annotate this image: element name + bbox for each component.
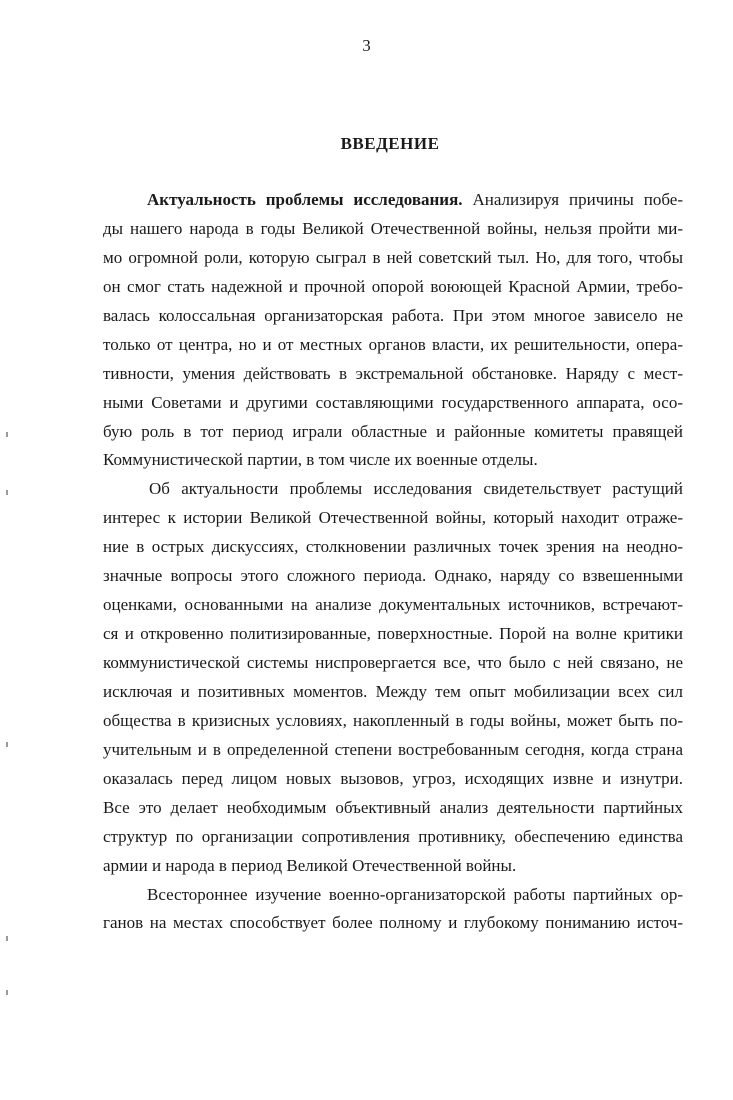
paragraph-2-line: ся и откровенно политизированные, поверхностные. Порой на волне критики [103, 624, 683, 644]
section-heading: ВВЕДЕНИЕ [340, 134, 440, 153]
paragraph-2-line: Об актуальности проблемы исследования свидетельствует растущий [149, 479, 683, 499]
paragraph-1-lead: Актуальность проблемы исследования. [147, 190, 463, 209]
paragraph-2-line: оказалась перед лицом новых вызовов, угроз, исходящих извне и изнутри. [103, 768, 683, 788]
paragraph-2-line: армии и народа в период Великой Отечественной войны. [103, 855, 517, 875]
paragraph-1-line: Коммунистической партии, в том числе их военные отделы. [103, 450, 538, 470]
page-number: 3 [362, 36, 371, 55]
scan-margin-mark [6, 490, 8, 495]
paragraph-3-line: ганов на местах способствует более полному и глубокому пониманию источ- [103, 913, 683, 933]
paragraph-2-line: ние в острых дискуссиях, столкновении различных точек зрения на неодно- [103, 537, 683, 557]
paragraph-2-line: интерес к истории Великой Отечественной войны, который находит отраже- [103, 508, 683, 528]
scan-margin-mark [6, 432, 8, 437]
paragraph-2-line: Все это делает необходимым объективный анализ деятельности партийных [103, 797, 683, 817]
scan-margin-mark [6, 990, 8, 995]
paragraph-1-line: валась колоссальная организаторская работа. При этом многое зависело не [103, 305, 683, 325]
paragraph-2-line: общества в кризисных условиях, накопленный в годы войны, может быть по- [103, 710, 683, 730]
paragraph-1-line: ными Советами и другими составляющими государственного аппарата, осо- [103, 392, 683, 412]
paragraph-1-line: только от центра, но и от местных органов власти, их решительности, опера- [103, 334, 683, 354]
paragraph-2-line: исключая и позитивных моментов. Между тем опыт мобилизации всех сил [103, 681, 683, 701]
paragraph-1-line: он смог стать надежной и прочной опорой воюющей Красной Армии, требо- [103, 276, 683, 296]
body-text [103, 186, 683, 938]
scan-margin-mark [6, 742, 8, 747]
paragraph-2-line: структур по организации сопротивления противнику, обеспечению единства [103, 826, 683, 846]
paragraph-1-line: мо огромной роли, которую сыграл в ней советский тыл. Но, для того, чтобы [103, 247, 683, 267]
paragraph-1-first-line-rest: Анализируя причины побе- [472, 190, 683, 209]
paragraph-2-line: коммунистической системы ниспровергается все, что было с ней связано, не [103, 653, 683, 672]
paragraph-1-line: тивности, умения действовать в экстремальной обстановке. Наряду с мест- [103, 363, 683, 383]
paragraph-3-line: Всестороннее изучение военно-организаторской работы партийных ор- [147, 884, 683, 904]
paragraph-1-line: ды нашего народа в годы Великой Отечественной войны, нельзя пройти ми- [103, 218, 683, 238]
paragraph-2-line: учительным и в определенной степени востребованным сегодня, когда страна [103, 739, 683, 759]
paragraph-1-line [103, 186, 683, 215]
scan-margin-mark [6, 936, 8, 941]
paragraph-2-line: оценками, основанными на анализе документальных источников, встречают- [103, 595, 683, 615]
paragraph-2-line: значные вопросы этого сложного периода. Однако, наряду со взвешенными [103, 566, 683, 586]
paragraph-1-line: бую роль в тот период играли областные и районные комитеты правящей [103, 421, 683, 441]
